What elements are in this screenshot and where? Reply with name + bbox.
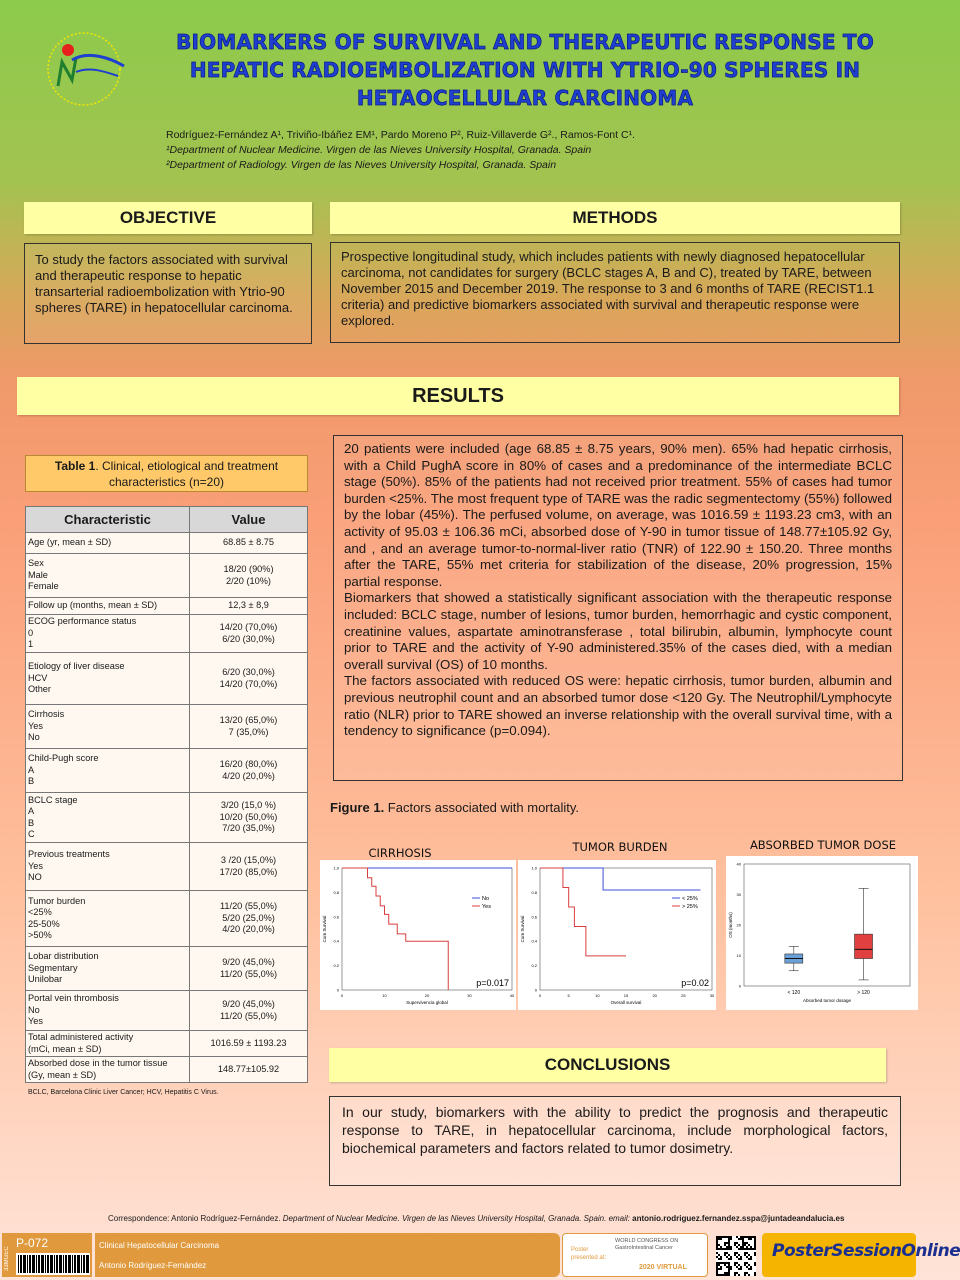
cell-value: 9/20 (45,0%) 11/20 (55,0%): [190, 947, 308, 991]
results-paragraph-1: 20 patients were included (age 68.85 ± 8.75 years, 90% men). 65% had hepatic cirrhosis, with a Child PughA score in 80% of cases and a predominance of the intermediate BCLC stage (50%). 85% of the patients had not received prior treatment. 55% of cases had tumor burden <25%. The most frequent type of TARE was the radic segmentectomy (55%) followed by the lobar (45%). The perfused volume, on average, was 1016.59 ± 1193.23 cm3, with an activity of 95.03 ± 106.36 mCi, absorbed dose of Y-90 in tumor tissue of 148.77±105.92 Gy, and , and an average tumor-to-normal-liver ratio (TNR) of 122.90 ± 150.20. Three months after the TARE, 55% met criteria for stabilization of the disease, 20% progression, 15% partial response.: [344, 441, 892, 589]
y-tick-label: 0.4: [531, 938, 537, 944]
cell-characteristic: BCLC stage A B C: [26, 793, 190, 843]
box-2: [855, 934, 873, 958]
y-tick-label: 40: [736, 861, 741, 867]
poster-author: Antonio Rodríguez-Fernández: [99, 1261, 207, 1270]
postersessiononline-logo[interactable]: [762, 1233, 960, 1277]
y-axis-label: Cum Survival: [520, 915, 525, 943]
cell-characteristic: ECOG performance status 0 1: [26, 615, 190, 653]
side-code: 33MGEC: [4, 1246, 10, 1271]
poster-title: BIOMARKERS OF SURVIVAL AND THERAPEUTIC RESPONSE TO HEPATIC RADIOEMBOLIZATION WITH YTRIO-90 SPHERES IN HETAOCELLULAR CARCINOMA: [176, 30, 874, 110]
author-block: [166, 128, 886, 173]
chart-title-tumor-burden: TUMOR BURDEN: [572, 840, 668, 854]
cell-characteristic: Sex Male Female: [26, 554, 190, 598]
correspondence: [108, 1214, 844, 1223]
figure-caption: [330, 800, 579, 815]
survival-curve-2: [540, 868, 626, 956]
cell-characteristic: Follow up (months, mean ± SD): [26, 598, 190, 615]
cell-value: 13/20 (65,0%) 7 (35,0%): [190, 705, 308, 749]
poster-topic: Clinical Hepatocellular Carcinoma: [99, 1241, 220, 1250]
column-header-characteristic: Characteristic: [26, 507, 190, 533]
x-tick-label: 10: [382, 993, 387, 998]
table-row: [26, 749, 308, 793]
x-tick-label: 5: [567, 993, 570, 998]
table-row: [26, 1031, 308, 1057]
table-caption-label: Table 1: [54, 459, 96, 473]
table-row: [26, 615, 308, 653]
table-row: [26, 653, 308, 705]
cell-characteristic: Previous treatments Yes NO: [26, 843, 190, 891]
y-tick-label: 0.8: [531, 889, 537, 895]
legend-label: < 25%: [682, 896, 698, 902]
y-tick-label: 0: [738, 983, 741, 989]
p-value: p=0.02: [681, 978, 709, 988]
x-tick-label: 0: [340, 993, 344, 998]
qr-code-icon[interactable]: [716, 1236, 756, 1276]
conclusions-text: In our study, biomarkers with the ability to predict the prognosis and therapeutic response to TARE, in hepatocellular carcinoma, include morphological factors, biochemical parameters and factors related to tumor dosimetry.: [329, 1096, 901, 1186]
conclusions-heading: CONCLUSIONS: [329, 1048, 886, 1082]
p-value: p=0.017: [476, 978, 509, 988]
cell-characteristic: Total administered activity (mCi, mean ± SD): [26, 1031, 190, 1057]
y-tick-label: 0.6: [531, 914, 537, 920]
x-axis-label: Absorbed tumor dosage: [802, 998, 852, 1003]
sponsor-badge: [562, 1233, 708, 1277]
plot-frame: [744, 864, 910, 986]
y-tick-label: 0.2: [333, 963, 339, 969]
cirrhosis-survival-chart: [320, 860, 516, 1010]
results-paragraph-3: The factors associated with reduced OS were: hepatic cirrhosis, tumor burden, albumin and previous neutrophil count and an absorbed tumor dose <120 Gy. The Neutrophil/Lymphocyte ratio (NLR) prior to TARE showed an inverse relationship with the overall survival time, with a tendency to significance (p=0.094).: [344, 673, 892, 739]
poster-info-bar: [95, 1233, 560, 1277]
x-tick-label: 30: [709, 993, 715, 998]
correspondence-email[interactable]: antonio.rodriguez.fernandez.sspa@juntadeandalucia.es: [632, 1214, 845, 1223]
cell-value: 12,3 ± 8,9: [190, 598, 308, 615]
cell-value: 9/20 (45,0%) 11/20 (55,0%): [190, 991, 308, 1031]
cell-characteristic: Lobar distribution Segmentary Unilobar: [26, 947, 190, 991]
y-tick-label: 1.0: [333, 865, 339, 871]
legend-label: No: [482, 896, 490, 902]
y-tick-label: 0: [336, 987, 339, 993]
table-row: [26, 705, 308, 749]
sponsor-name: WORLD CONGRESS ON GastroIntestinal Cancer: [615, 1238, 679, 1251]
poster-id: P-072: [16, 1236, 49, 1250]
cell-value: 1016.59 ± 1193.23: [190, 1031, 308, 1057]
table-caption-text: . Clinical, etiological and treatment characteristics (n=20): [95, 459, 279, 489]
legend-label: Yes: [482, 904, 491, 910]
x-tick-label: 20: [652, 993, 657, 998]
cell-value: 14/20 (70,0%) 6/20 (30,0%): [190, 615, 308, 653]
y-axis-label: OS (months): [728, 912, 733, 938]
table-caption: [25, 455, 308, 492]
brand-text: PosterSessionOnline: [772, 1241, 960, 1261]
cell-characteristic: Etiology of liver disease HCV Other: [26, 653, 190, 705]
table-footnote: BCLC, Barcelona Clinic Liver Cancer; HCV, Hepatitis C Virus.: [28, 1089, 219, 1096]
cell-characteristic: Age (yr, mean ± SD): [26, 533, 190, 554]
objective-heading: OBJECTIVE: [24, 202, 312, 234]
authors: Rodríguez-Fernández A¹, Triviño-Ibáñez EM¹, Pardo Moreno P², Ruiz-Villaverde G²., Ramos-Font C¹.: [166, 129, 635, 141]
table-row: [26, 991, 308, 1031]
plot-frame: [342, 868, 512, 990]
affiliation-2: ²Department of Radiology. Virgen de las Nieves University Hospital, Granada. Spain: [166, 159, 557, 171]
cell-value: 16/20 (80,0%) 4/20 (20,0%): [190, 749, 308, 793]
affiliation-1: ¹Department of Nuclear Medicine. Virgen de las Nieves University Hospital, Granada. Spain: [166, 144, 592, 156]
y-tick-label: 10: [736, 953, 741, 958]
cell-characteristic: Portal vein thrombosis No Yes: [26, 991, 190, 1031]
survival-curve-2: [342, 868, 448, 990]
x-tick-label: 15: [623, 993, 629, 998]
table-row: [26, 554, 308, 598]
figure-caption-text: Factors associated with mortality.: [384, 800, 580, 815]
x-tick-label: 0: [538, 993, 542, 998]
chart-title-absorbed-dose: ABSORBED TUMOR DOSE: [749, 838, 897, 852]
objective-text: To study the factors associated with survival and therapeutic response to hepatic transarterial radioembolization with Ytrio-90 spheres (TARE) in hepatocellular carcinoma.: [24, 243, 312, 344]
sponsor-label: Poster presented at:: [571, 1247, 607, 1261]
characteristics-table: [25, 506, 308, 1083]
y-tick-label: 0: [534, 987, 537, 993]
cell-value: 6/20 (30,0%) 14/20 (70,0%): [190, 653, 308, 705]
table-row: [26, 793, 308, 843]
cell-value: 148.77±105.92: [190, 1057, 308, 1083]
table-row: [26, 947, 308, 991]
y-tick-label: 20: [736, 922, 741, 928]
column-header-value: Value: [190, 507, 308, 533]
chart-title-cirrhosis: CIRRHOSIS: [368, 846, 432, 860]
x-tick-label: 30: [467, 993, 472, 998]
cell-characteristic: Child-Pugh score A B: [26, 749, 190, 793]
table-row: [26, 1057, 308, 1083]
y-tick-label: 0.6: [333, 914, 339, 920]
cell-characteristic: Cirrhosis Yes No: [26, 705, 190, 749]
x-tick-label: 20: [424, 993, 430, 998]
cell-value: 3 /20 (15,0%) 17/20 (85,0%): [190, 843, 308, 891]
cell-characteristic: Tumor burden <25% 25-50% >50%: [26, 891, 190, 947]
table-row: [26, 843, 308, 891]
cell-value: 11/20 (55,0%) 5/20 (25,0%) 4/20 (20,0%): [190, 891, 308, 947]
table-row: [26, 891, 308, 947]
category-label: < 120: [787, 990, 801, 996]
tumor-burden-survival-chart: [518, 860, 716, 1010]
correspondence-name: Correspondence: Antonio Rodríguez-Fernández.: [108, 1214, 283, 1223]
y-tick-label: 0.4: [333, 938, 339, 944]
x-tick-label: 25: [681, 993, 686, 998]
correspondence-dept: Department of Nuclear Medicine. Virgen de las Nieves University Hospital, Granada. Spain. email:: [282, 1214, 633, 1223]
x-axis-label: Overall survival: [610, 1000, 642, 1005]
absorbed-dose-boxplot: [726, 856, 918, 1010]
table-header-row: [26, 507, 308, 533]
x-tick-label: 40: [509, 993, 515, 998]
table-row: [26, 533, 308, 554]
society-logo: [28, 28, 140, 110]
category-label: > 120: [857, 990, 870, 996]
table-row: [26, 598, 308, 615]
figure-caption-label: Figure 1.: [330, 800, 385, 815]
cell-value: 18/20 (90%) 2/20 (10%): [190, 554, 308, 598]
survival-curve-1: [540, 868, 701, 890]
plot-frame: [540, 868, 712, 990]
y-tick-label: 1.0: [531, 865, 537, 871]
x-axis-label: Supervivencia global: [406, 1000, 448, 1005]
barcode-icon: [16, 1253, 90, 1275]
y-tick-label: 30: [736, 892, 741, 897]
x-tick-label: 10: [595, 993, 600, 998]
cell-characteristic: Absorbed dose in the tumor tissue (Gy, mean ± SD): [26, 1057, 190, 1083]
results-paragraph-2: Biomarkers that showed a statistically significant association with the therapeutic response included: BCLC stage, number of lesions, tumor burden, hemorrhagic and cystic component, creatinine values, aspartate aminotransferase , total bilirubin, albumin, lymphocyte count prior to TARE and the activity of Y-90 administered.35% of the cases died, with a median overall survival (OS) of 10 months.: [344, 590, 892, 672]
results-heading: RESULTS: [17, 377, 899, 415]
legend-label: > 25%: [682, 904, 698, 910]
results-text: [333, 435, 903, 781]
y-tick-label: 0.2: [531, 963, 537, 969]
y-axis-label: Cum Survival: [322, 915, 327, 943]
methods-text: Prospective longitudinal study, which includes patients with newly diagnosed hepatocellular carcinoma, not candidates for surgery (BCLC stages A, B and C), treated by TARE, between November 2015 and December 2019. The response to 3 and 6 months of TARE (RECIST1.1 criteria) and predictive biomarkers associated with survival and therapeutic response were explored.: [330, 242, 900, 343]
table-body: [26, 533, 308, 1083]
poster-id-block: [2, 1233, 92, 1277]
y-tick-label: 0.8: [333, 889, 339, 895]
methods-heading: METHODS: [330, 202, 900, 234]
cell-value: 3/20 (15,0 %) 10/20 (50,0%) 7/20 (35,0%): [190, 793, 308, 843]
sponsor-year: 2020 VIRTUAL: [639, 1264, 687, 1271]
cell-value: 68.85 ± 8.75: [190, 533, 308, 554]
